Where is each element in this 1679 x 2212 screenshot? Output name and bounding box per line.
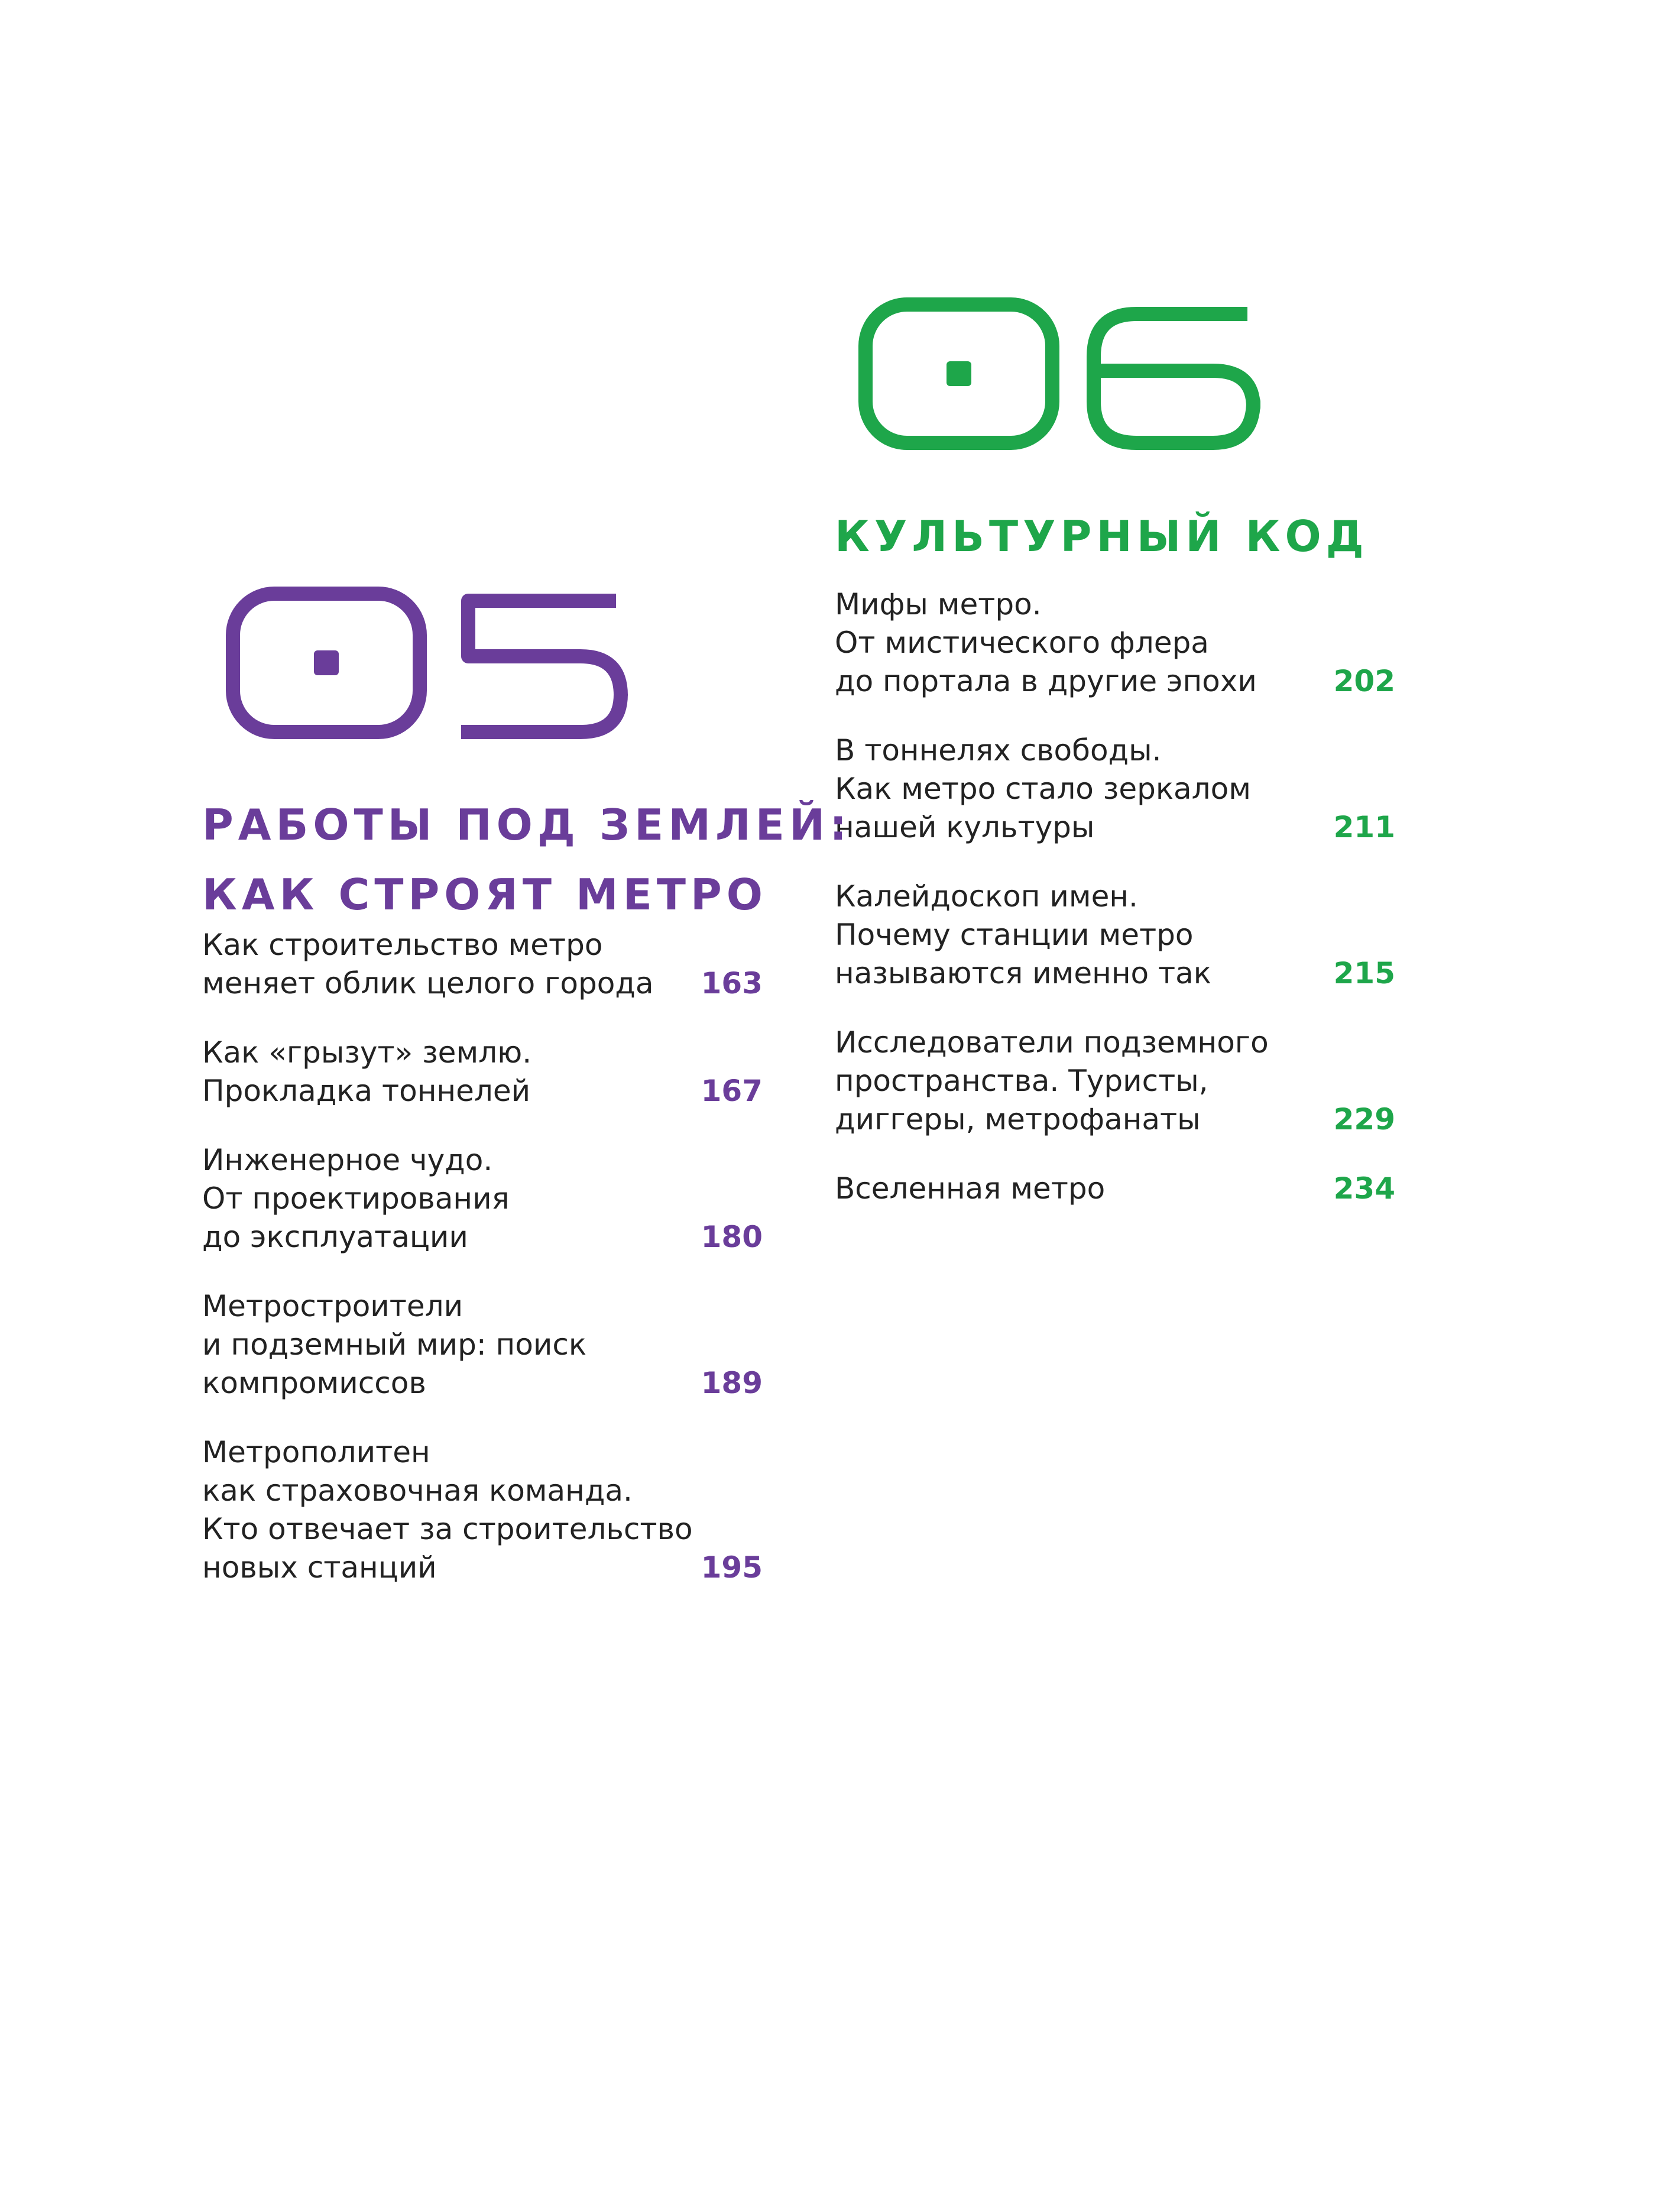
toc-entry-line: Почему станции метро bbox=[835, 918, 1194, 952]
toc-page-number: 195 bbox=[701, 1550, 763, 1585]
toc-entry-line: Мифы метро. bbox=[835, 587, 1042, 621]
chapter-05-number-graphic bbox=[226, 587, 628, 739]
toc-entry[interactable] bbox=[835, 731, 1395, 847]
toc-entry-line: Исследователи подземного bbox=[835, 1025, 1269, 1060]
toc-entry-line: В тоннелях свободы. bbox=[835, 733, 1162, 767]
chapter-05-title bbox=[202, 790, 852, 930]
toc-entry-title bbox=[202, 1433, 693, 1587]
digit-six-shape bbox=[1094, 314, 1253, 443]
toc-entry-title bbox=[202, 1287, 687, 1403]
toc-entry-line: до портала в другие эпохи bbox=[835, 664, 1257, 698]
toc-entry-line: От мистического флера bbox=[835, 626, 1209, 660]
toc-entry[interactable] bbox=[835, 1170, 1395, 1208]
chapter-05-number bbox=[226, 587, 628, 739]
toc-page-number: 189 bbox=[701, 1366, 763, 1400]
toc-entry-title bbox=[835, 585, 1320, 701]
toc-entry[interactable] bbox=[835, 585, 1395, 701]
toc-page-number: 180 bbox=[701, 1220, 763, 1254]
toc-entry-title bbox=[202, 926, 687, 1003]
toc-entry-line: Метрополитен bbox=[202, 1435, 430, 1469]
toc-entry-line: и подземный мир: поиск bbox=[202, 1327, 587, 1362]
toc-page-number: 211 bbox=[1333, 810, 1395, 844]
toc-entry[interactable] bbox=[835, 877, 1395, 993]
toc-entry-line: Прокладка тоннелей bbox=[202, 1074, 531, 1108]
toc-page-number: 229 bbox=[1333, 1102, 1395, 1136]
toc-entry-line: Калейдоскоп имен. bbox=[835, 879, 1138, 914]
digit-zero-dot bbox=[314, 650, 339, 675]
chapter-06-number-graphic bbox=[858, 297, 1260, 450]
toc-entry-line: до эксплуатации bbox=[202, 1220, 468, 1254]
toc-entry-line: называются именно так bbox=[835, 956, 1211, 990]
toc-entry[interactable] bbox=[202, 926, 763, 1003]
toc-entry-line: Инженерное чудо. bbox=[202, 1143, 493, 1177]
toc-entry[interactable] bbox=[202, 1433, 763, 1587]
chapter-05-title-line: КАК СТРОЯТ МЕТРО bbox=[202, 870, 767, 919]
toc-entry-line: компромиссов bbox=[202, 1366, 426, 1400]
toc-entry[interactable] bbox=[202, 1034, 763, 1110]
chapter-05-toc bbox=[202, 926, 763, 1618]
toc-entry-line: новых станций bbox=[202, 1550, 437, 1585]
toc-entry[interactable] bbox=[202, 1141, 763, 1256]
toc-entry-line: меняет облик целого города bbox=[202, 966, 654, 1000]
toc-entry-line: Как «грызут» землю. bbox=[202, 1035, 532, 1070]
toc-page-number: 163 bbox=[701, 966, 763, 1000]
chapter-06-number bbox=[858, 297, 1260, 450]
toc-page-number: 234 bbox=[1333, 1171, 1395, 1206]
toc-entry-title bbox=[202, 1141, 687, 1256]
toc-entry-line: Как строительство метро bbox=[202, 928, 603, 962]
toc-entry-line: нашей культуры bbox=[835, 810, 1095, 844]
toc-entry-line: От проектирования bbox=[202, 1181, 510, 1216]
toc-page-number: 202 bbox=[1333, 664, 1395, 698]
toc-entry-title bbox=[835, 1170, 1320, 1208]
toc-entry[interactable] bbox=[835, 1024, 1395, 1139]
toc-entry-title bbox=[835, 731, 1320, 847]
digit-five-shape bbox=[461, 601, 621, 732]
toc-entry-line: Кто отвечает за строительство bbox=[202, 1512, 693, 1546]
toc-page-number: 167 bbox=[701, 1074, 763, 1108]
toc-page-number: 215 bbox=[1333, 956, 1395, 990]
toc-entry-line: Вселенная метро bbox=[835, 1171, 1106, 1206]
toc-entry-line: пространства. Туристы, bbox=[835, 1064, 1208, 1098]
chapter-06-title bbox=[835, 501, 1426, 571]
chapter-06-toc bbox=[835, 585, 1395, 1239]
toc-entry-line: Как метро стало зеркалом bbox=[835, 772, 1251, 806]
chapter-06-title-line: КУЛЬТУРНЫЙ КОД bbox=[835, 511, 1369, 561]
toc-entry-title bbox=[202, 1034, 687, 1110]
toc-entry-title bbox=[835, 1024, 1320, 1139]
toc-entry-title bbox=[835, 877, 1320, 993]
toc-entry-line: диггеры, метрофанаты bbox=[835, 1102, 1201, 1136]
toc-entry[interactable] bbox=[202, 1287, 763, 1403]
chapter-05-title-line: РАБОТЫ ПОД ЗЕМЛЕЙ: bbox=[202, 800, 852, 850]
toc-entry-line: Метростроители bbox=[202, 1289, 463, 1323]
toc-entry-line: как страховочная команда. bbox=[202, 1473, 633, 1508]
digit-zero-dot bbox=[947, 361, 971, 386]
